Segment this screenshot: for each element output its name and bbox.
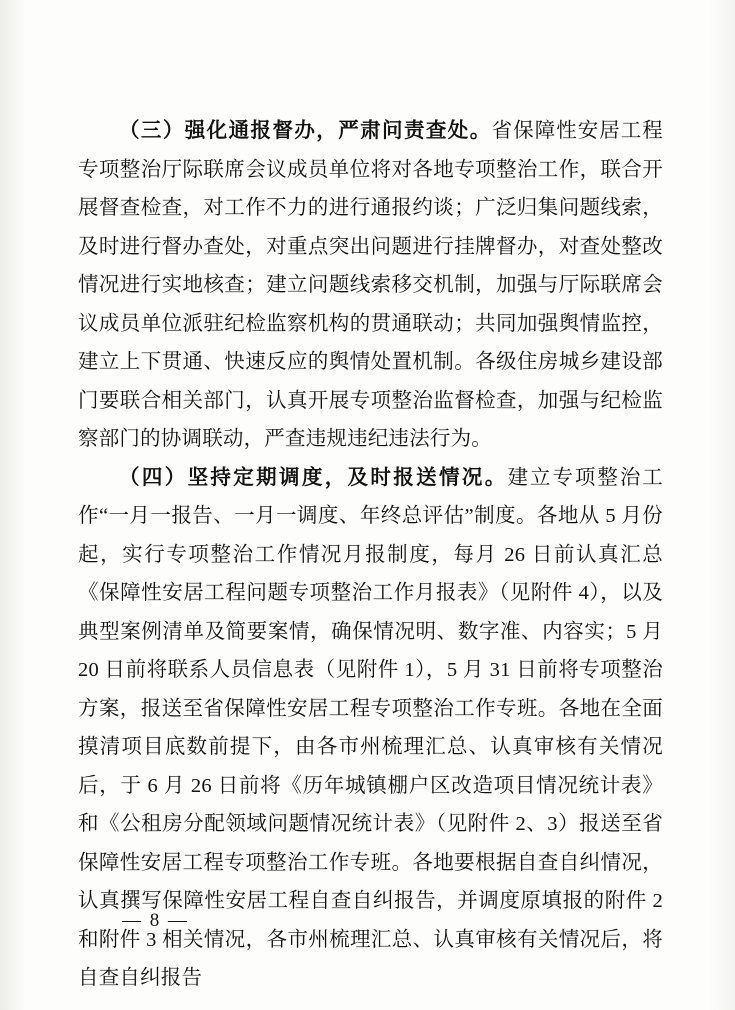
document-body xyxy=(78,112,663,998)
paragraph-three-heading: （三）强化通报督办，严肃问责查处。 xyxy=(119,120,492,142)
paragraph-three-text: 省保障性安居工程专项整治厅际联席会议成员单位将对各地专项整治工作，联合开展督查检查，对工作不力的进行通报约谈；广泛归集问题线索，及时进行督办查处，对重点突出问题进行挂牌督办，对查处整改情况进行实地核查；建立问题线索移交机制，加强与厅际联席会议成员单位派驻纪检监察机构的贯通联动；共同加强舆情监控，建立上下贯通、快速反应的舆情处置机制。各级住房城乡建设部门要联合相关部门，认真开展专项整治监督检查，加强与纪检监察部门的协调联动，严查违规违纪违法行为。 xyxy=(78,120,663,450)
paragraph-four-text: 建立专项整治工作“一月一报告、一月一调度、年终总评估”制度。各地从 5 月份起，实行专项整治工作情况月报制度，每月 26 日前认真汇总《保障性安居工程问题专项整治工作月报表》（见附件 4），以及典型案例清单及简要案情，确保情况明、数字准、内容实；5 月 20 日前将联系人员信息表（见附件 1），5 月 31 日前将专项整治方案，报送至省保障性安居工程专项整治工作专班。各地在全面摸清项目底数前提下，由各市州梳理汇总、认真审核有关情况后，于 6 月 26 日前将《历年城镇棚户区改造项目情况统计表》和《公租房分配领域问题情况统计表》（见附件 2、3）报送至省保障性安居工程专项整治工作专班。各地要根据自查自纠情况，认真撰写保障性安居工程自查自纠报告，并调度原填报的附件 2 和附件 3 相关情况，各市州梳理汇总、认真审核有关情况后，将自查自纠报告 xyxy=(78,466,663,989)
page-number xyxy=(0,910,735,932)
page-edge-shadow-left xyxy=(0,0,26,1010)
paragraph-four-heading: （四）坚持定期调度，及时报送情况。 xyxy=(119,466,508,489)
paragraph-three xyxy=(78,112,663,459)
page-number-text: — 8 — xyxy=(122,910,189,931)
page-edge-shadow-right xyxy=(709,0,735,1010)
